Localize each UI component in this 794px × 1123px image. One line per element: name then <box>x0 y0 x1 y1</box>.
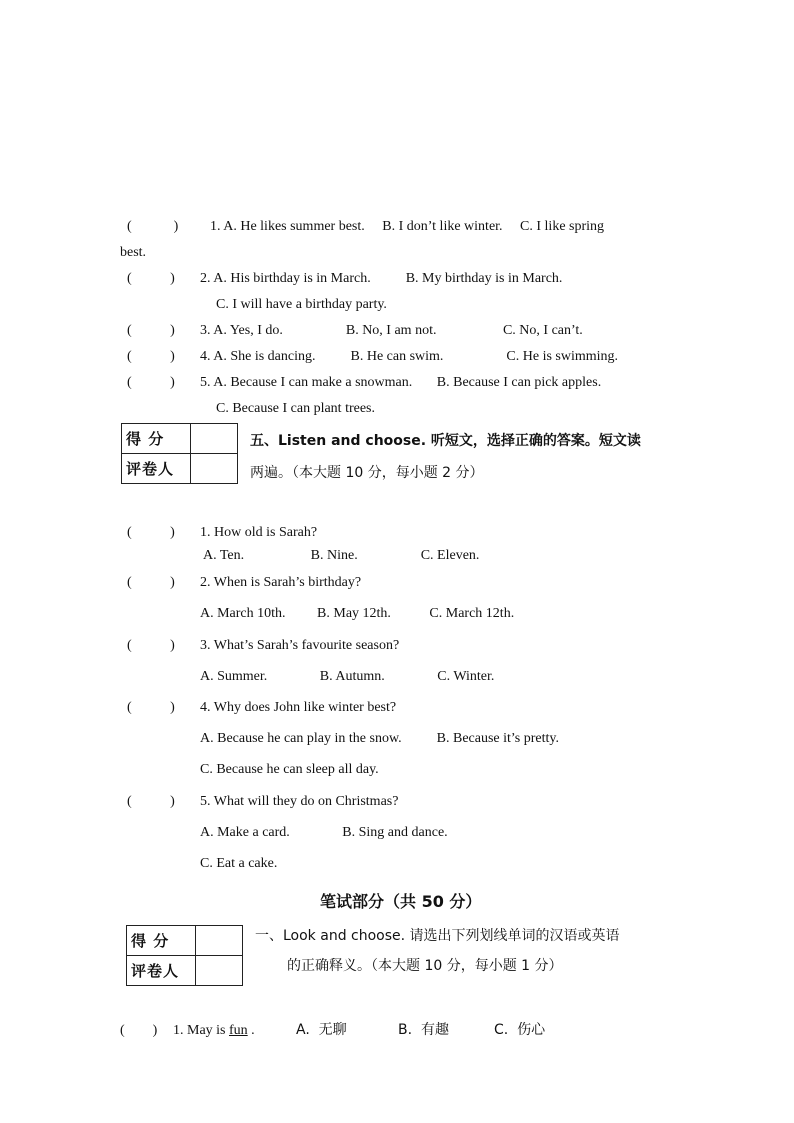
q4-3-paren[interactable]: ( ) <box>127 323 175 338</box>
s5-q4-text: 4. Why does John like winter best? <box>200 700 397 715</box>
q4-2-text: 2. A. His birthday is in March. B. My birthday is in March. <box>200 271 563 286</box>
q4-5-text: 5. A. Because I can make a snowman. B. Because I can pick apples. <box>200 375 602 390</box>
score-cell[interactable] <box>191 424 238 454</box>
score-label: 得 分 <box>127 926 196 956</box>
q4-3-text: 3. A. Yes, I do. B. No, I am not. C. No, I can’t. <box>200 323 583 338</box>
s5-q3-text: 3. What’s Sarah’s favourite season? <box>200 638 400 653</box>
q4-1-cont: best. <box>120 245 147 260</box>
w1-q1-prefix: 1. May is <box>173 1023 229 1038</box>
s5-q5-text: 5. What will they do on Christmas? <box>200 794 399 809</box>
section5-heading-line1: 五、Listen and choose. 听短文，选择正确的答案。短文读 <box>250 433 641 449</box>
score-label: 得 分 <box>122 424 191 454</box>
written1-heading-line2: 的正确释义。（本大题 10 分，每小题 1 分） <box>287 958 563 974</box>
s5-q4-opts: A. Because he can play in the snow. B. Because it’s pretty. <box>200 731 559 746</box>
q4-1-text: 1. A. He likes summer best. B. I don’t like winter. C. I like spring <box>210 219 605 234</box>
grader-label: 评卷人 <box>122 454 191 484</box>
grader-cell[interactable] <box>196 956 243 986</box>
w1-q1-suffix: . <box>247 1023 255 1038</box>
s5-q3-opts: A. Summer. B. Autumn. C. Winter. <box>200 669 495 684</box>
score-cell[interactable] <box>196 926 243 956</box>
section5-heading-line2: 两遍。（本大题 10 分，每小题 2 分） <box>250 465 484 481</box>
w1-q1-opt-b: B. 有趣 <box>398 1022 449 1038</box>
s5-q4-paren[interactable]: ( ) <box>127 700 175 715</box>
s5-q2-opts: A. March 10th. B. May 12th. C. March 12th. <box>200 606 515 621</box>
q4-4-paren[interactable]: ( ) <box>127 349 175 364</box>
written1-heading-line1: 一、Look and choose. 请选出下列划线单词的汉语或英语 <box>255 928 620 944</box>
w1-q1-question <box>173 1022 255 1040</box>
written-part-title: 笔试部分（共 50 分） <box>320 892 482 911</box>
s5-q5-opts2: C. Eat a cake. <box>200 856 278 871</box>
w1-q1-opt-a: A. 无聊 <box>296 1022 347 1038</box>
w1-q1-paren[interactable]: ( ) <box>120 1023 158 1038</box>
s5-q2-text: 2. When is Sarah’s birthday? <box>200 575 362 590</box>
score-box-section5 <box>121 423 238 484</box>
q4-1-paren[interactable]: ( ) <box>127 219 179 234</box>
s5-q1-opts: A. Ten. B. Nine. C. Eleven. <box>203 548 480 563</box>
s5-q2-paren[interactable]: ( ) <box>127 575 175 590</box>
s5-q1-paren[interactable]: ( ) <box>127 525 175 540</box>
q4-5-cont: C. Because I can plant trees. <box>216 401 375 416</box>
s5-q1-text: 1. How old is Sarah? <box>200 525 318 540</box>
grader-cell[interactable] <box>191 454 238 484</box>
w1-q1-underlined-word: fun <box>229 1023 248 1038</box>
q4-2-cont: C. I will have a birthday party. <box>216 297 387 312</box>
q4-5-paren[interactable]: ( ) <box>127 375 175 390</box>
s5-q5-opts: A. Make a card. B. Sing and dance. <box>200 825 448 840</box>
score-box-written1 <box>126 925 243 986</box>
grader-label: 评卷人 <box>127 956 196 986</box>
q4-2-paren[interactable]: ( ) <box>127 271 175 286</box>
s5-q4-opts2: C. Because he can sleep all day. <box>200 762 379 777</box>
s5-q3-paren[interactable]: ( ) <box>127 638 175 653</box>
w1-q1-opt-c: C. 伤心 <box>494 1022 546 1038</box>
q4-4-text: 4. A. She is dancing. B. He can swim. C. He is swimming. <box>200 349 619 364</box>
s5-q5-paren[interactable]: ( ) <box>127 794 175 809</box>
